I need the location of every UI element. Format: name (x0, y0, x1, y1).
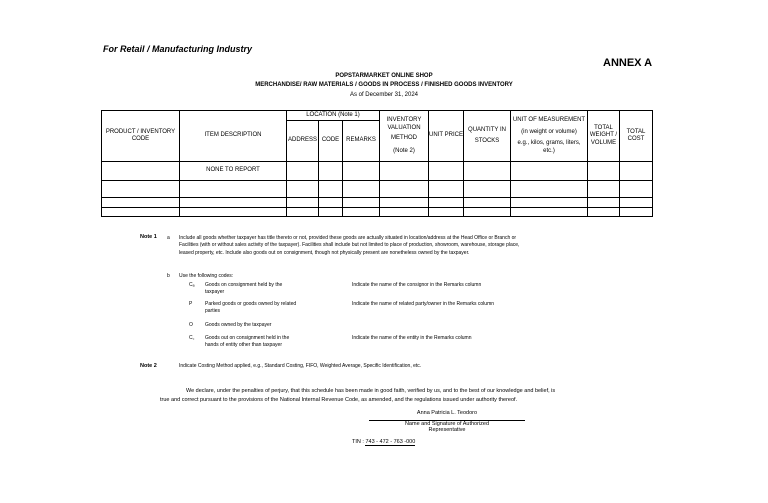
header-quantity: QUANTITY IN STOCKS (464, 111, 511, 162)
code-p-instruction: Indicate the name of related party/owner in the Remarks column (352, 301, 495, 307)
signatory-name: Anna Patricia L. Teodoro (416, 410, 478, 416)
code-o: O (189, 322, 193, 328)
header-total-weight: TOTAL WEIGHT / VOLUME (588, 111, 620, 162)
header-unit-price: UNIT PRICE (429, 111, 464, 162)
header-address: ADDRESS (287, 121, 319, 162)
inventory-table (101, 110, 653, 217)
table-row (102, 162, 653, 181)
header-remarks: REMARKS (343, 121, 380, 162)
note1-a-text: Include all goods whether taxpayer has title thereto or not, provided these goods are actually situated in location/address at the Head Office or Branch or Facilities (with or without sales activity of the taxpayer). Facilities shall include but not limited to place of production, showroom, warehouse, storage place, leased property, etc. Include also goods out on consignment, though not physically present are nonetheless owned by the taxpayer. (179, 235, 520, 256)
code-cc-instruction: Indicate the name of the entity in the Remarks column (352, 335, 472, 341)
tin-label: TIN : (352, 439, 364, 445)
table-row (102, 208, 653, 217)
industry-label: For Retail / Manufacturing Industry (103, 44, 253, 54)
tin-block (352, 439, 415, 445)
tin-value: 743 - 472 - 763 -000 (365, 439, 416, 445)
code-p: P (189, 301, 193, 307)
declaration-line2: true and correct pursuant to the provisions of the National Internal Revenue Code, as amended, and the regulations issued under authority thereof. (160, 397, 518, 403)
code-ca-desc: Goods on consignment held by the taxpayer (205, 282, 283, 296)
table-row (102, 198, 653, 208)
code-ca: Cₐ (189, 282, 195, 288)
note2-text: Indicate Costing Method applied, e.g., Standard Costing, FIFO, Weighted Average, Specific Identification, etc. (179, 363, 422, 369)
header-location: LOCATION (Note 1) (287, 111, 380, 121)
table-row (102, 181, 653, 198)
document-subtitle: MERCHANDISE/ RAW MATERIALS / GOODS IN PROCESS / FINISHED GOODS INVENTORY (255, 82, 513, 88)
header-unit-measurement: UNIT OF MEASUREMENT (in weight or volume) e.g., kilos, grams, liters, etc.) (511, 111, 588, 162)
header-total-cost: TOTAL COST (620, 111, 653, 162)
note1-b-label: b (167, 273, 170, 279)
code-cc: C꜀ (189, 335, 195, 341)
header-inventory-valuation: INVENTORY VALUATION METHOD (Note 2) (380, 111, 429, 162)
note1-b-intro: Use the following codes: (179, 273, 234, 279)
none-to-report-cell: NONE TO REPORT (180, 162, 287, 181)
note2-label: Note 2 (140, 363, 157, 369)
header-item-description: ITEM DESCRIPTION (180, 111, 287, 162)
declaration-line1: We declare, under the penalties of perjury, that this schedule has been made in good faith, verified by us, and to the best of our knowledge and belief, is (186, 388, 556, 394)
code-ca-instruction: Indicate the name of the consignor in the Remarks column (352, 282, 482, 288)
as-of-date: As of December 31, 2024 (349, 92, 419, 98)
code-cc-desc: Goods out on consignment held in the hands of entity other than taxpayer (205, 335, 290, 349)
annex-label: ANNEX A (603, 57, 653, 69)
code-o-desc: Goods owned by the taxpayer (205, 322, 272, 328)
code-p-desc: Parked goods or goods owned by related parties (205, 301, 297, 315)
note1-a-label: a (167, 235, 170, 241)
header-code: CODE (319, 121, 343, 162)
header-product-code: PRODUCT / INVENTORY CODE (102, 111, 180, 162)
company-name: POPSTARMARKET ONLINE SHOP (335, 73, 433, 79)
signatory-caption: Name and Signature of Authorized Representative (404, 421, 490, 433)
note1-label: Note 1 (140, 234, 157, 240)
